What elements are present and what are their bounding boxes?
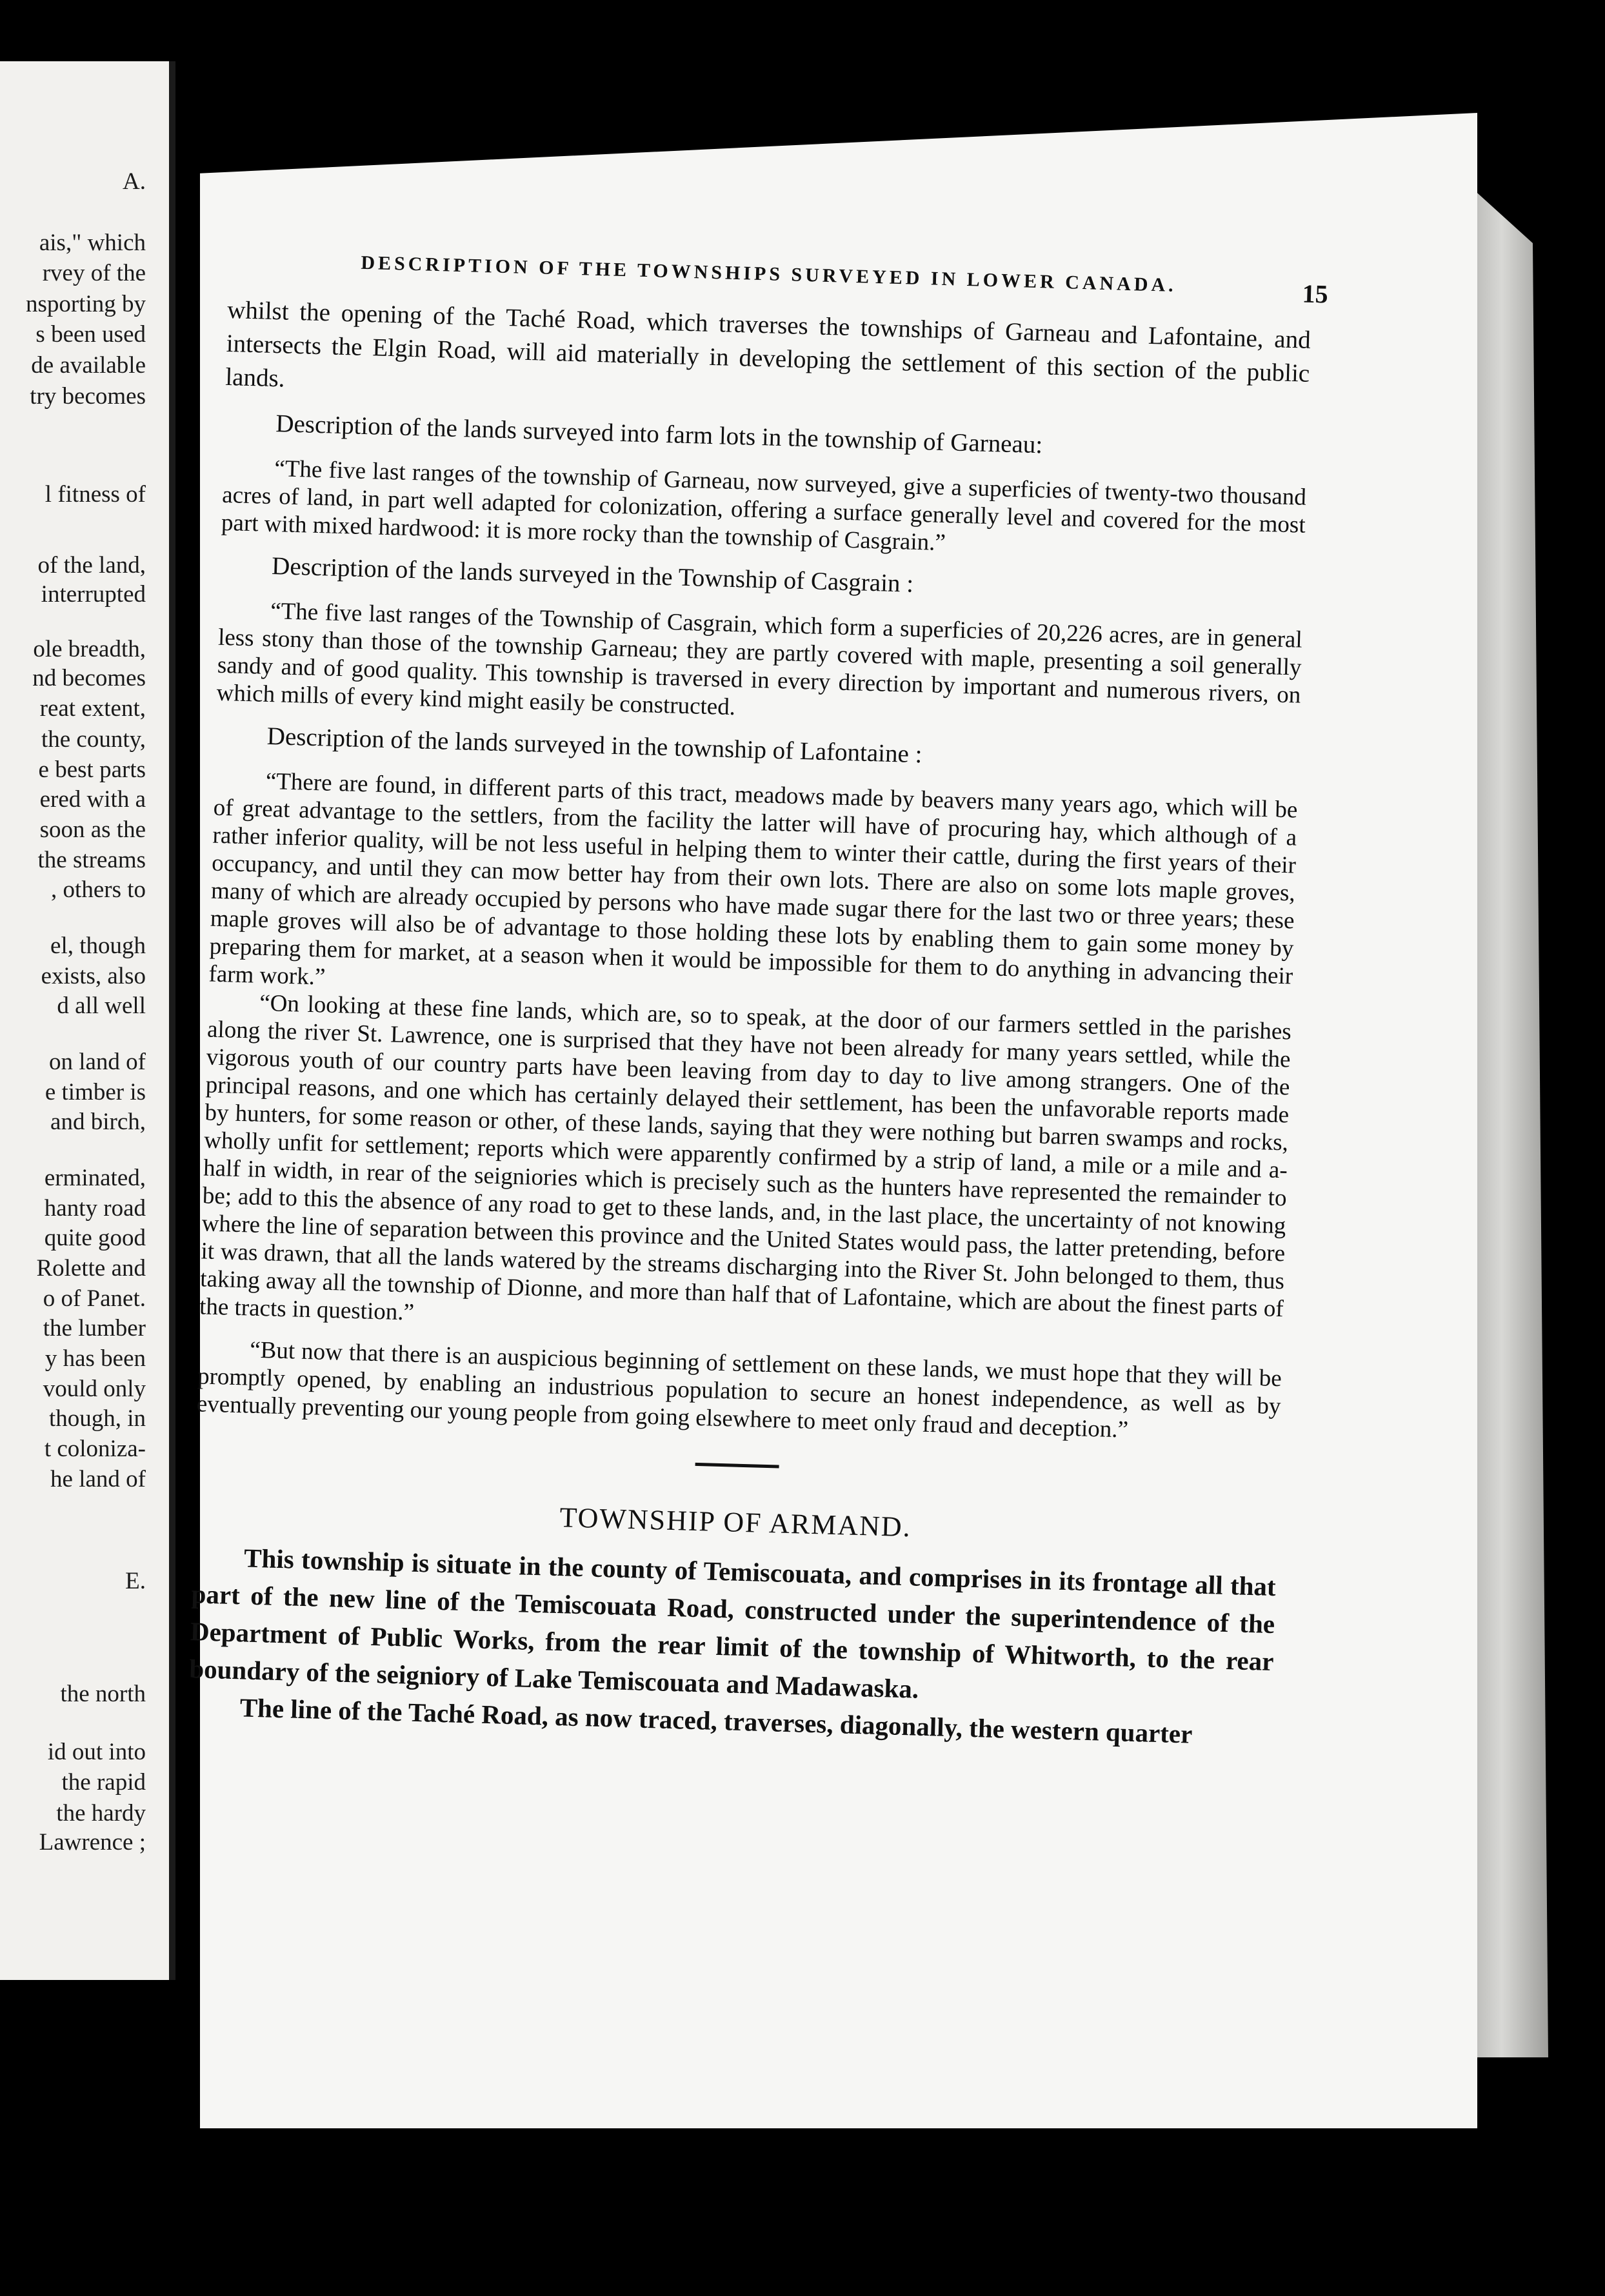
left-page-line: A. [123, 168, 146, 195]
left-page-line: the hardy [56, 1800, 146, 1826]
left-page-line: id out into [47, 1739, 146, 1765]
lafontaine-quote-1: “There are found, in different parts of this tract, meadows made by beavers many years ago, which will be of great advantage to the settlers, from the facility the latter will have of procuring hay, which although of a rather inferior quality, will be not less useful in helping them to winter their cattle, during the first years of their occupancy, and until they can mow better hay from their own lots. There are also on some lots maple groves, many of which are already occupied by persons who have made sugar there for the last two or three years; these maple groves will also be of advantage to those holding these lots by enabling them to gain some money by preparing them for market, at a season when it would be impossible for them to do anything in advancing their farm work.” [208, 767, 1298, 991]
left-page-line: exists, also [41, 963, 146, 989]
left-page-line: vould only [43, 1376, 146, 1402]
garneau-intro: Description of the lands surveyed into farm lots in the township of Garneau: [275, 410, 1043, 459]
left-page-line: the lumber [43, 1315, 146, 1341]
left-page-line: e best parts [38, 757, 146, 783]
page-edge-shadow [1471, 187, 1548, 2057]
running-title: DESCRIPTION OF THE TOWNSHIPS SURVEYED IN LOWER CANADA. [360, 252, 1177, 297]
armand-paragraph-1: This township is situate in the county of Temiscouata, and comprises in its frontage all that part of the new line of the Temiscouata Road, constructed under the superintendence of the Department of Public Works, from the rear limit of the township of Whitworth, to the rear boundary of the seigniory of Lake Temiscouata and Madawaska. [188, 1543, 1277, 1704]
left-page-line: try becomes [30, 383, 146, 410]
left-page-line: though, in [48, 1405, 146, 1432]
left-page-line: interrupted [41, 581, 146, 608]
left-page-line: Lawrence ; [39, 1829, 146, 1856]
left-page-line: quite good [44, 1225, 146, 1251]
left-page-line: rvey of the [42, 260, 146, 286]
left-page-line: el, though [50, 933, 146, 959]
page-content [188, 248, 1329, 1755]
left-page-line: reat extent, [39, 695, 146, 722]
left-page-line: ered with a [39, 786, 146, 813]
left-page-line: , others to [51, 876, 146, 903]
left-page-line: de available [31, 352, 146, 379]
casgrain-quote: “The five last ranges of the Township of Casgrain, which form a superficies of 20,226 acres, are in general less stony than those of the township Garneau; they are partly covered with maple, presenting a soil generally sandy and of good quality. This township is traversed in every direction by important and numerous rivers, on which mills of every kind might easily be constructed. [216, 598, 1303, 721]
left-facing-page [0, 61, 175, 1980]
left-page-line: he land of [50, 1466, 146, 1492]
opening-paragraph: whilst the opening of the Taché Road, which traverses the townships of Garneau and Lafontaine, and intersects the Elgin Road, will aid materially in developing the settlement of this section of the public lands. [224, 295, 1311, 393]
left-page-line: e timber is [45, 1079, 146, 1105]
lafontaine-quote-3: “But now that there is an auspicious beginning of settlement on these lands, we must hope that they will be promptly opened, by enabling an industrious population to secure an honest independence, as well as by eventually preventing our young people from going elsewhere to meet only fraud and deception.” [196, 1336, 1282, 1443]
left-page-line: nd becomes [32, 665, 146, 691]
left-page-line: ole breadth, [33, 636, 146, 662]
left-page-line: erminated, [44, 1165, 146, 1191]
left-page-line: l fitness of [45, 481, 146, 508]
left-page-line: ais," which [39, 230, 146, 256]
left-page-line: y has been [45, 1345, 146, 1372]
left-page-line: d all well [57, 993, 146, 1019]
left-page-line: of the land, [37, 552, 146, 579]
left-page-line: the streams [37, 847, 146, 873]
left-page-line: o of Panet. [43, 1285, 146, 1312]
left-page-line: on land of [48, 1049, 146, 1075]
armand-paragraph-2: The line of the Taché Road, as now traced, traverses, diagonally, the western quarter [239, 1692, 1193, 1749]
left-page-line: and birch, [50, 1109, 146, 1135]
left-page-line: nsporting by [25, 291, 146, 317]
left-page-line: the county, [41, 726, 146, 753]
section-title: TOWNSHIP OF ARMAND. [559, 1501, 912, 1543]
casgrain-intro: Description of the lands surveyed in the Township of Casgrain : [271, 552, 914, 598]
left-page-line: s been used [35, 321, 146, 348]
left-page-line: E. [125, 1568, 146, 1594]
left-page-line: the rapid [61, 1769, 146, 1796]
left-page-line: hanty road [44, 1195, 146, 1222]
left-page-line: Rolette and [36, 1255, 146, 1282]
left-page-line: the north [60, 1681, 146, 1707]
garneau-quote: “The five last ranges of the township of Garneau, now surveyed, give a superficies of twenty-two thousand acres of land, in part well adapted for colonization, offering a surface generally level and covered for the most part with mixed hardwood: it is more rocky than the township of Casgrain.” [221, 455, 1307, 557]
lafontaine-quote-2: “On looking at these fine lands, which are, so to speak, at the door of our farmers settled in the parishes along the river St. Lawrence, one is surprised that they have not been already for many years settled, while the vigorous youth of our country parts have been leaving from day to day to live among strangers. One of the principal reasons, and one which has certainly delayed their settlement, has been the unfavorable reports made by hunters, for some reason or other, of these lands, saying that they were nothing but barren swamps and rocks, wholly unfit for settlement; reports which were apparently confirmed by a strip of land, a mile or a mile and a-half in width, in rear of the seigniories which is precisely such as the hunters have represented the remainder to be; add to this the absence of any road to get to these lands, and, in the last place, the uncertainty of not knowing where the line of separation between this province and the United States would pass, the latter pretending, before it was drawn, that all the lands watered by the streams discharging into the River St. John belonged to them, thus taking away all the township of Dionne, and more than half that of Lafontaine, which are about the finest parts of the tracts in question.” [199, 989, 1292, 1326]
page-number: 15 [1302, 279, 1329, 309]
lafontaine-intro: Description of the lands surveyed in the township of Lafontaine : [266, 722, 923, 769]
section-divider [695, 1463, 779, 1469]
left-page-line: soon as the [39, 816, 146, 843]
left-page-line: t coloniza- [44, 1436, 146, 1462]
